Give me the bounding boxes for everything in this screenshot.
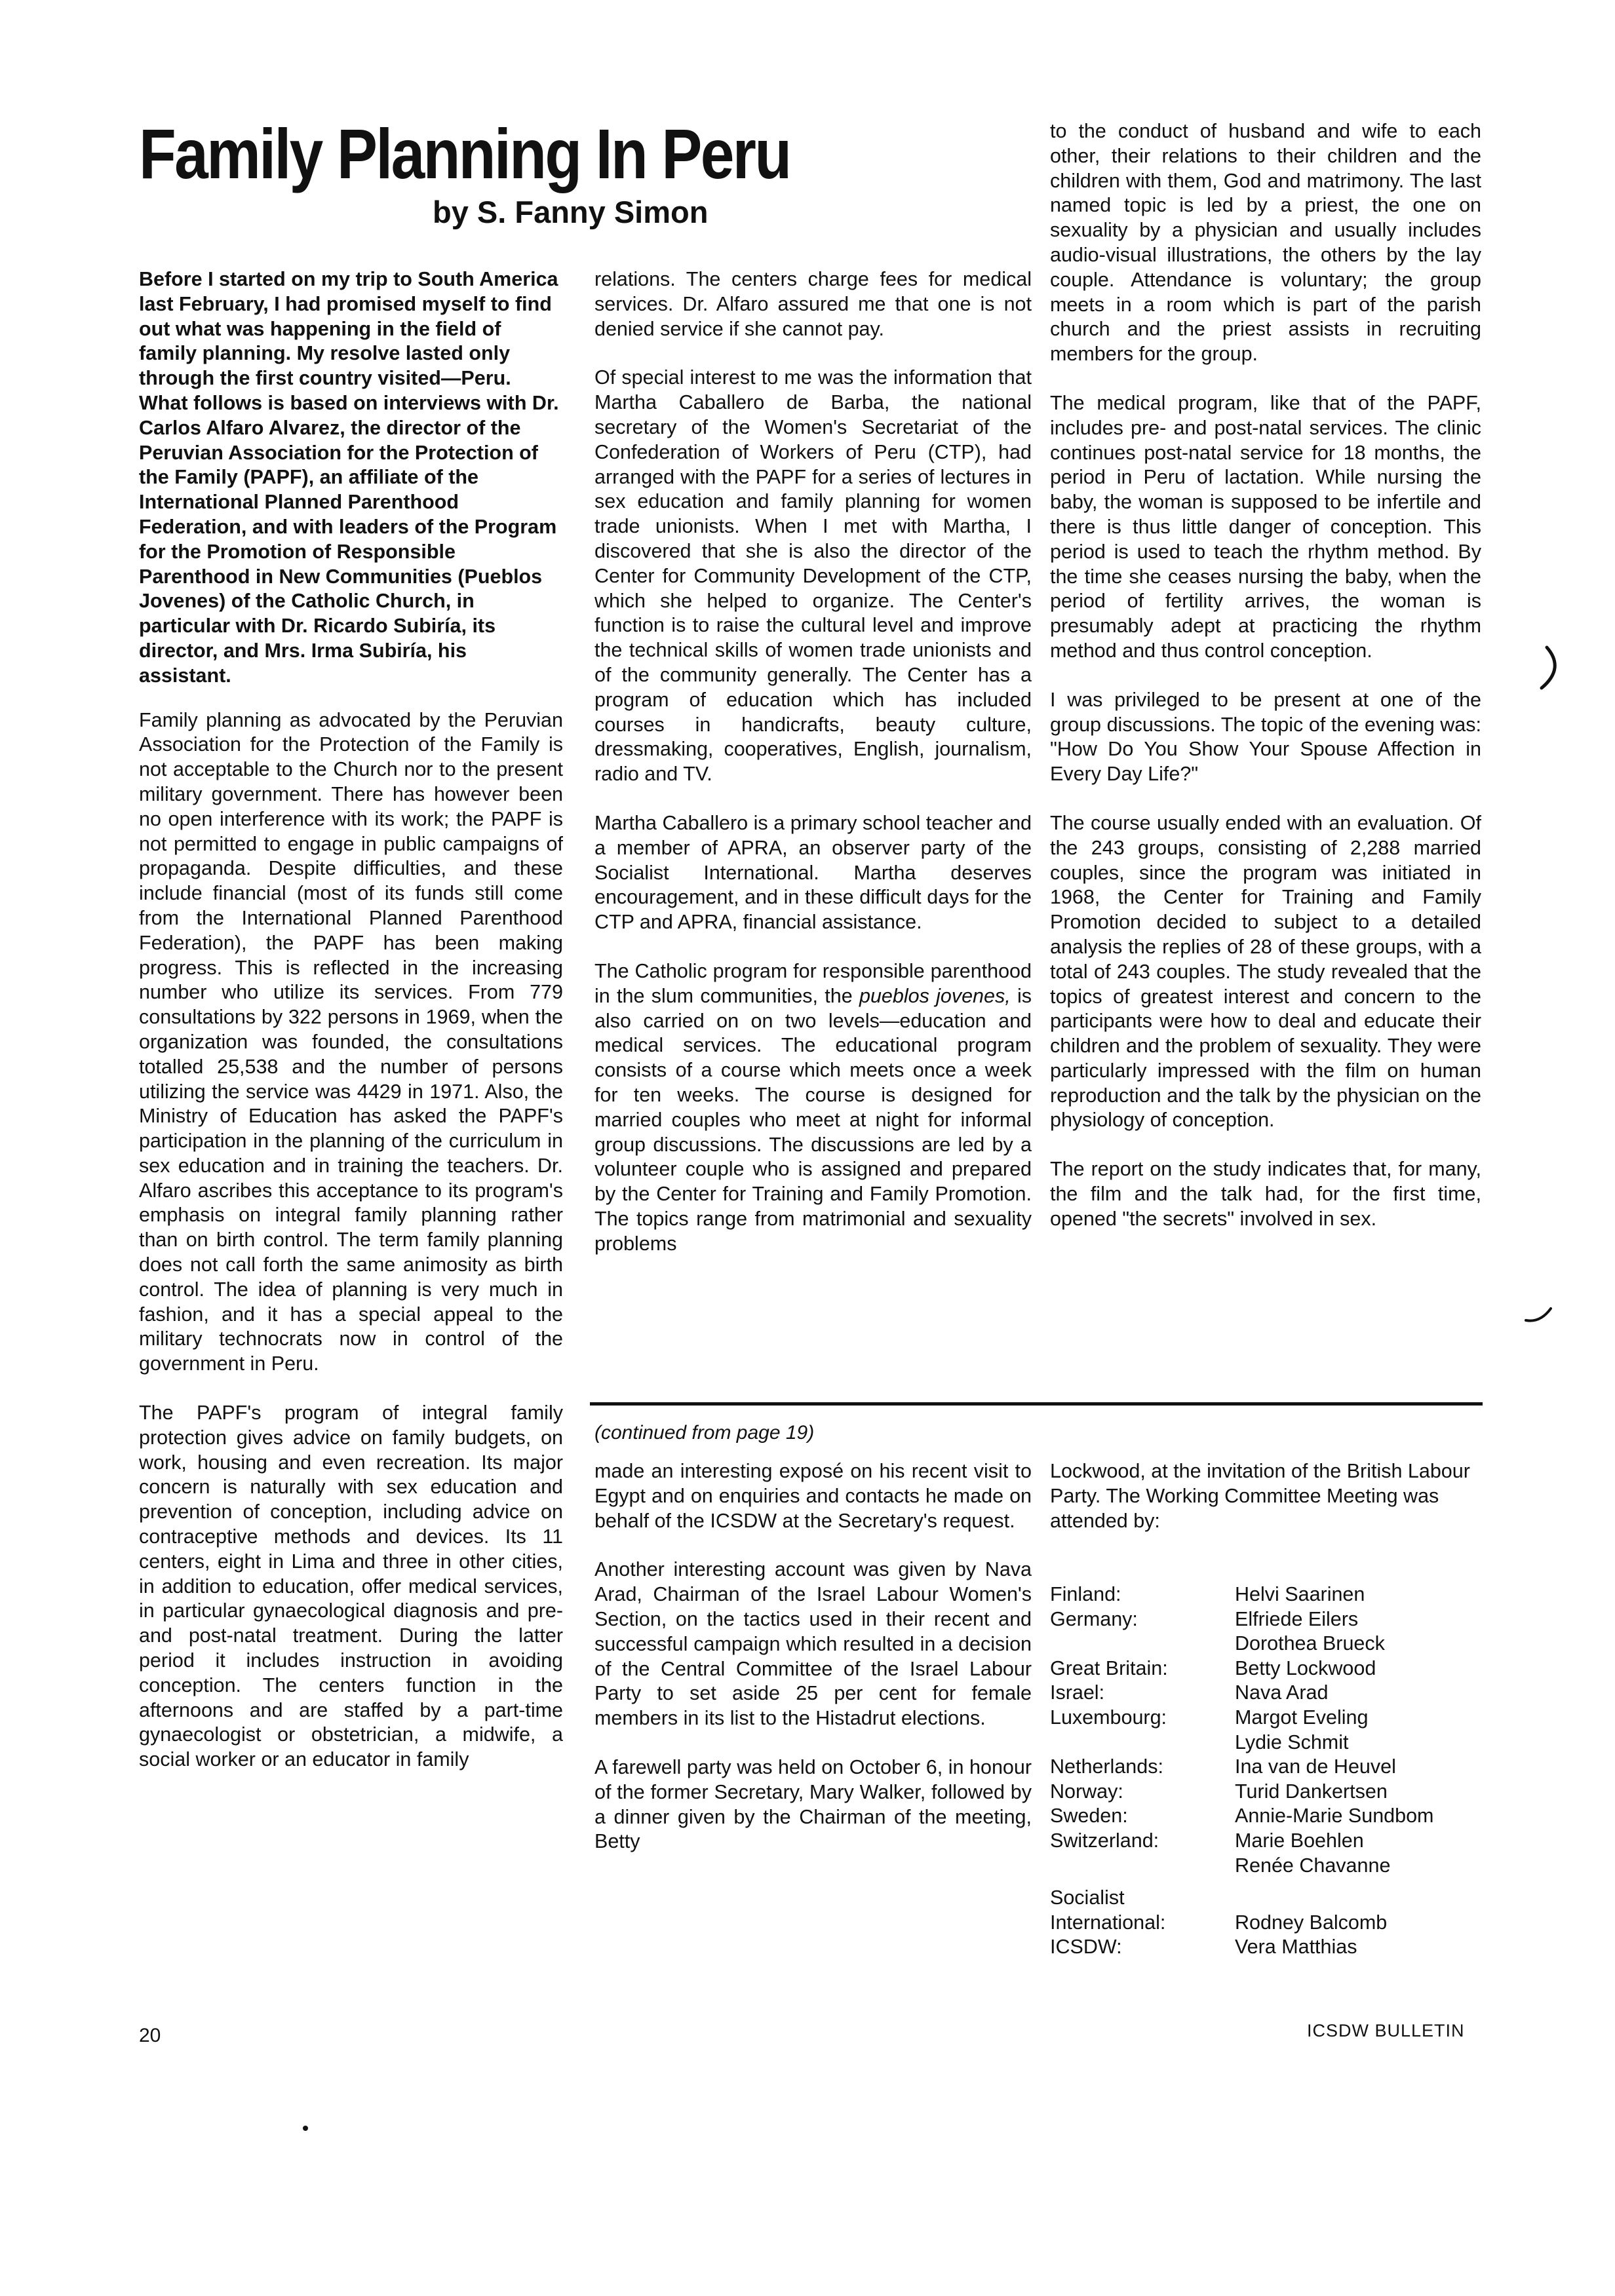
article-column-2 xyxy=(594,267,1032,1280)
attendee-name: Margot Eveling xyxy=(1235,1706,1369,1729)
attendee-row xyxy=(1050,1804,1483,1829)
article-column-3 xyxy=(1050,119,1481,1256)
continued-column-left xyxy=(594,1459,1032,1879)
article-paragraph-catholic-program xyxy=(594,959,1032,1257)
text-run: is also carried on on two levels—education and medical services. The educational program consists of a course which meets once a week for ten weeks. The course is designed for married couples who meet at night for informal group discussions. The discussions are led by a volunteer couple who is assigned and prepared by the Center for Training and Family Promotion. The topics range from matrimonial and sexuality problems xyxy=(594,984,1032,1255)
italic-term: pueblos jovenes, xyxy=(859,984,1011,1007)
attendee-row xyxy=(1050,1829,1483,1878)
attendee-list xyxy=(1050,1582,1483,1960)
scan-mark-decoration xyxy=(1534,642,1573,695)
attendee-name: Annie-Marie Sundbom xyxy=(1235,1805,1434,1827)
attendee-row xyxy=(1050,1582,1483,1607)
publication-footer: ICSDW BULLETIN xyxy=(1307,2021,1465,2040)
scan-speck-decoration xyxy=(300,2123,311,2135)
article-title: Family Planning In Peru xyxy=(139,114,790,193)
attendee-name: Turid Dankertsen xyxy=(1235,1780,1388,1803)
attendee-country: Socialist xyxy=(1050,1886,1125,1909)
attendee-name: Renée Chavanne xyxy=(1235,1854,1391,1877)
article-byline: by S. Fanny Simon xyxy=(433,195,709,229)
attendee-country: Great Britain: xyxy=(1050,1656,1168,1679)
attendee-row xyxy=(1050,1607,1483,1656)
scan-mark-decoration xyxy=(1521,1301,1560,1333)
attendee-name xyxy=(1235,1886,1483,1911)
attendee-name: Betty Lockwood xyxy=(1235,1656,1376,1679)
article-lead-paragraph: Before I started on my trip to South America last February, I had promised myself to find out what was happening in the field of family planning. My resolve lasted only through the first country visited—Peru. What follows is based on interviews with Dr. Carlos Alfaro Alvarez, the director of the Peruvian Association for the Protection of the Family (PAPF), an affiliate of the International Planned Parenthood Federation, and with leaders of the Program for the Promotion of Responsible Parenthood in New Communities (Pueblos Jovenes) of the Catholic Church, in particular with Dr. Ricardo Subiría, its director, and Mrs. Irma Subiría, his assistant. xyxy=(139,268,559,687)
attendee-country: Israel: xyxy=(1050,1681,1105,1704)
attendee-row xyxy=(1050,1706,1483,1755)
attendee-name: Lydie Schmit xyxy=(1235,1731,1349,1753)
article-paragraph: Of special interest to me was the information that Martha Caballero de Barba, the national secretary of the Women's Secretariat of the Confederation of Workers of Peru (CTP), had arranged with the PAPF for a series of lectures in sex education and family planning for women trade unionists. When I met with Martha, I discovered that she is also the director of the Center for Community Development of the CTP, which she helped to organize. The Center's function is to raise the cultural level and improve the technical skills of women trade unionists and of the community generally. The Center has a program of education which has included courses in handicrafts, beauty culture, dressmaking, cooperatives, English, journalism, radio and TV. xyxy=(594,366,1032,786)
continued-column-right xyxy=(1050,1459,1481,1558)
article-paragraph: to the conduct of husband and wife to each other, their relations to their children and the children with them, God and matrimony. The last named topic is led by a priest, the one on sexuality by a physician and usually includes audio-visual illustrations, the others by the lay couple. Attendance is voluntary; the group meets in a room which is part of the parish church and the priest assists in recruiting members for the group. xyxy=(1050,120,1481,366)
attendee-country: Sweden: xyxy=(1050,1805,1128,1827)
attendee-row xyxy=(1050,1755,1483,1780)
attendee-country: Germany: xyxy=(1050,1607,1138,1630)
attendee-country: ICSDW: xyxy=(1050,1936,1122,1959)
attendee-country: International: xyxy=(1050,1911,1166,1934)
article-column-1 xyxy=(139,267,563,1797)
continued-paragraph: Another interesting account was given by Nava Arad, Chairman of the Israel Labour Women's Section, on the tactics used in their recent and successful campaign which resulted in a decision of the Central Committee of the Israel Labour Party to set aside 25 per cent for female members in its list to the Histadrut elections. xyxy=(594,1558,1032,1730)
attendee-name: Vera Matthias xyxy=(1235,1936,1357,1959)
attendee-name: Helvi Saarinen xyxy=(1235,1583,1365,1605)
continued-note: (continued from page 19) xyxy=(594,1422,815,1444)
attendee-row xyxy=(1050,1886,1483,1911)
attendee-country: Norway: xyxy=(1050,1780,1123,1803)
attendee-country: Luxembourg: xyxy=(1050,1706,1167,1729)
article-paragraph: The medical program, like that of the PAPF, includes pre- and post-natal services. The clinic continues post-natal service for 18 months, the period in Peru of lactation. While nursing the baby, the woman is supposed to be infertile and there is thus little danger of conception. This period is used to teach the rhythm method. By the time she ceases nursing the baby, when the period of fertility arrives, the woman is presumably adept at practicing the rhythm method and thus control conception. xyxy=(1050,391,1481,662)
continued-paragraph: made an interesting exposé on his recent visit to Egypt and on enquiries and contacts he made on behalf of the ICSDW at the Secretary's request. xyxy=(594,1460,1032,1532)
continued-paragraph: A farewell party was held on October 6, in honour of the former Secretary, Mary Walker, followed by a dinner given by the Chairman of the meeting, Betty xyxy=(594,1755,1032,1853)
article-paragraph: Family planning as advocated by the Peruvian Association for the Protection of the Family is not acceptable to the Church nor to the present military government. There has however been no open interference with its work; the PAPF is not permitted to engage in public campaigns of propaganda. Despite difficulties, and these include financial (most of its funds still come from the International Planned Parenthood Federation), the PAPF has been making progress. This is reflected in the increasing number who utilize its services. From 779 consultations by 322 persons in 1969, when the organization was founded, the consultations totalled 25,538 and the number of persons utilizing the service was 4429 in 1971. Also, the Ministry of Education has asked the PAPF's participation in the planning of the curriculum in sex education and in training the teachers. Dr. Alfaro ascribes this acceptance to its program's emphasis on integral family planning rather than on birth control. The term family planning does not call forth the same animosity as birth control. The idea of planning is very much in fashion, and it has a special appeal to the military technocrats now in control of the government in Peru. xyxy=(139,708,563,1375)
page-number: 20 xyxy=(139,2025,161,2046)
article-paragraph: The report on the study indicates that, for many, the film and the talk had, for the first time, opened "the secrets" involved in sex. xyxy=(1050,1158,1481,1230)
article-paragraph: The PAPF's program of integral family protection gives advice on family budgets, on work, housing and even recreation. Its major concern is naturally with sex education and prevention of conception, including advice on contraceptive methods and devices. Its 11 centers, eight in Lima and three in other cities, in addition to education, offer medical services, in particular gynaecological diagnosis and pre- and post-natal treatment. During the latter period it includes instruction in avoiding conception. The centers function in the afternoons and are staffed by a part-time gynaecologist or obstetrician, a midwife, a social worker or an educator in family xyxy=(139,1402,563,1771)
attendee-name: Marie Boehlen xyxy=(1235,1829,1364,1852)
article-paragraph: Martha Caballero is a primary school teacher and a member of APRA, an observer party of the Socialist International. Martha deserves encouragement, and in these difficult days for the CTP and APRA, financial assistance. xyxy=(594,811,1032,934)
attendee-country: Switzerland: xyxy=(1050,1829,1159,1852)
attendee-row xyxy=(1050,1911,1483,1936)
attendance-intro: Lockwood, at the invitation of the British Labour Party. The Working Committee Meeting was attended by: xyxy=(1050,1460,1470,1532)
attendee-name: Elfriede Eilers xyxy=(1235,1607,1359,1630)
attendee-row xyxy=(1050,1681,1483,1706)
article-paragraph: The course usually ended with an evaluation. Of the 243 groups, consisting of 2,288 married couples, since the program was initiated in 1968, the Center for Training and Family Promotion decided to subject to a detailed analysis the replies of 28 of these groups, with a total of 243 couples. The study revealed that the topics of greatest interest and concern to the participants were how to deal and educate their children and the problem of sexuality. They were particularly impressed with the film on human reproduction and the talk by the physician on the physiology of conception. xyxy=(1050,811,1481,1132)
article-paragraph: relations. The centers charge fees for medical services. Dr. Alfaro assured me that one is not denied service if she cannot pay. xyxy=(594,268,1032,340)
attendee-country: Netherlands: xyxy=(1050,1755,1163,1778)
section-divider-rule xyxy=(590,1402,1483,1406)
attendee-name: Rodney Balcomb xyxy=(1235,1911,1388,1934)
text-run: The Catholic program for responsible parenthood in the slum communities, the xyxy=(594,959,1032,1007)
attendee-name: Dorothea Brueck xyxy=(1235,1632,1385,1655)
attendee-country: Finland: xyxy=(1050,1583,1121,1605)
attendee-name: Ina van de Heuvel xyxy=(1235,1755,1396,1778)
attendee-row xyxy=(1050,1935,1483,1960)
attendee-name: Nava Arad xyxy=(1235,1681,1329,1704)
attendee-row xyxy=(1050,1780,1483,1805)
article-paragraph: I was privileged to be present at one of the group discussions. The topic of the evening was: "How Do You Show Your Spouse Affection in Every Day Life?" xyxy=(1050,688,1481,786)
attendee-row xyxy=(1050,1656,1483,1681)
